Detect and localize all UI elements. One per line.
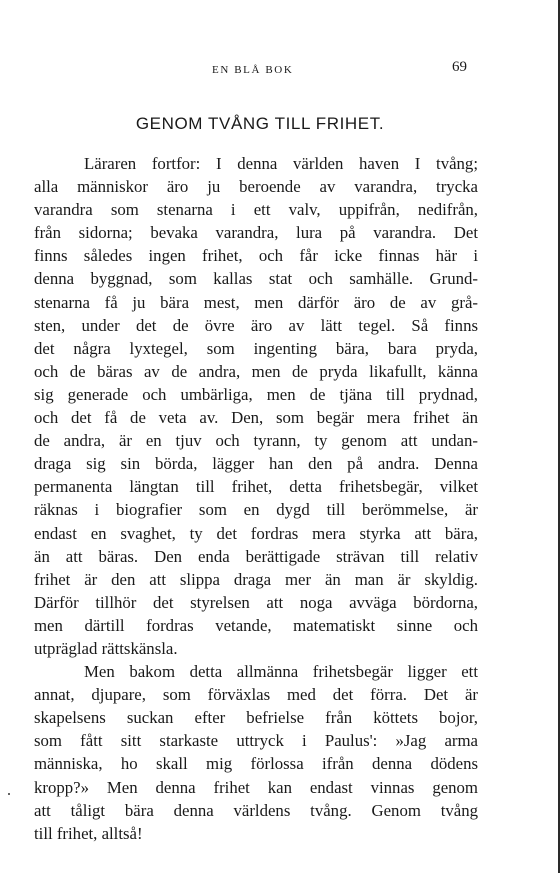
text-line: Därför tillhör det styrelsen att noga avväga bördorna, bbox=[34, 592, 478, 612]
text-line: stenarna få ju bära mest, men därför äro de av grå- bbox=[34, 292, 478, 312]
page-speck bbox=[8, 793, 10, 795]
page-number: 69 bbox=[452, 59, 467, 75]
running-title: EN BLÅ BOK bbox=[212, 64, 294, 76]
text-line: finns således ingen frihet, och får icke finnas här i bbox=[34, 246, 478, 266]
text-line: människa, ho skall mig förlossa ifrån denna dödens bbox=[34, 754, 478, 774]
running-header bbox=[0, 59, 560, 82]
paragraph-first-line: Men bakom detta allmänna frihetsbegär ligger ett bbox=[84, 662, 478, 682]
text-line: sig generade och umbärliga, men de tjäna till prydnad, bbox=[34, 384, 478, 404]
text-line: draga sig sin börda, lägger han den på andra. Denna bbox=[34, 454, 478, 474]
text-line: sten, under det de övre äro av lätt tegel. Så finns bbox=[34, 315, 478, 335]
text-line: än att bäras. Den enda berättigade strävan till relativ bbox=[34, 546, 478, 566]
text-line: från sidorna; bevaka varandra, lura på varandra. Det bbox=[34, 223, 478, 243]
text-line: permanenta längtan till frihet, detta frihetsbegär, vilket bbox=[34, 477, 478, 497]
text-line: som fått sitt starkaste uttryck i Paulus': »Jag arma bbox=[34, 731, 478, 751]
body-text bbox=[34, 152, 478, 845]
text-line: annat, djupare, som förväxlas med det förra. Det är bbox=[34, 685, 478, 705]
text-line: till frihet, alltså! bbox=[34, 823, 143, 843]
text-line: räknas i biografier som en dygd till berömmelse, är bbox=[34, 500, 478, 520]
text-line: denna byggnad, som kallas stat och samhälle. Grund- bbox=[34, 269, 478, 289]
text-line: men därtill fordras vetande, matematiskt sinne och bbox=[34, 615, 478, 635]
text-line: att tåligt bära denna världens tvång. Genom tvång bbox=[34, 800, 478, 820]
text-line: utpräglad rättskänsla. bbox=[34, 638, 178, 658]
text-line: de andra, är en tjuv och tyrann, ty genom att undan- bbox=[34, 431, 478, 451]
text-line: alla människor äro ju beroende av varandra, trycka bbox=[34, 177, 478, 197]
text-line: och de bäras av de andra, men de pryda likafullt, känna bbox=[34, 361, 478, 381]
paragraph-first-line: Läraren fortfor: I denna världen haven I tvång; bbox=[84, 154, 478, 173]
text-line: och det få de veta av. Den, som begär mera frihet än bbox=[34, 408, 478, 428]
text-line: frihet är den att slippa draga mer än man är skyldig. bbox=[34, 569, 478, 589]
text-line: endast en svaghet, ty det fordras mera styrka att bära, bbox=[34, 523, 478, 543]
text-line: det några lyxtegel, som ingenting bära, bara pryda, bbox=[34, 338, 478, 358]
text-line: varandra som stenarna i ett valv, uppifrån, nedifrån, bbox=[34, 200, 478, 220]
text-line: kropp?» Men denna frihet kan endast vinnas genom bbox=[34, 777, 478, 797]
chapter-title: GENOM TVÅNG TILL FRIHET. bbox=[135, 114, 385, 133]
text-line: skapelsens suckan efter befrielse från köttets bojor, bbox=[34, 708, 478, 728]
